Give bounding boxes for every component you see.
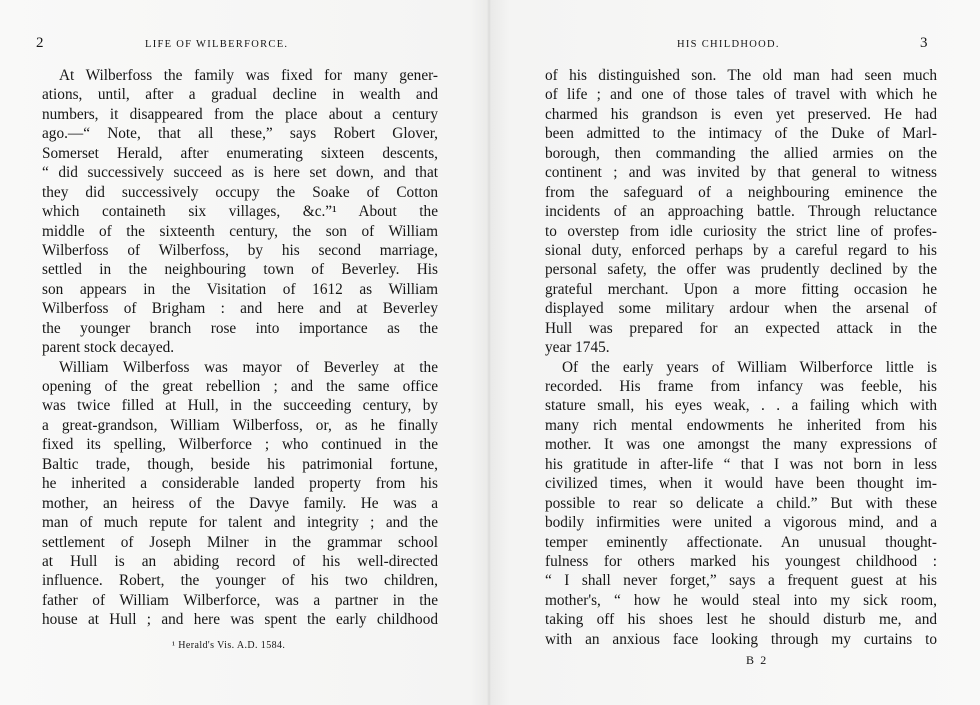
text-line: of his distinguished son. The old man had seen much: [545, 67, 937, 84]
text-line: of life ; and one of those tales of travel with which he: [545, 86, 937, 104]
text-line: they did successively occupy the Soake of Cotton: [42, 183, 438, 201]
left-page-number: 2: [36, 35, 44, 51]
text-line: temper eminently affectionate. An unusual thought-: [545, 533, 937, 551]
text-line: mother. It was one amongst the many expressions of: [545, 436, 937, 454]
text-line: which containeth six villages, &c.”¹ About the: [42, 203, 438, 221]
text-line: “ I shall never forget,” says a frequent guest at his: [545, 572, 937, 590]
left-body-text: [42, 66, 438, 630]
text-line: continent ; and was invited by that general to witness: [545, 164, 937, 182]
text-line: to overstep from idle curiosity the strict line of profes-: [545, 222, 937, 240]
text-line: recorded. His frame from infancy was feeble, his: [545, 378, 937, 395]
text-line: from the safeguard of a neighbouring eminence the: [545, 183, 937, 201]
text-line: taking off his shoes lest he should disturb me, and: [545, 611, 937, 629]
text-line: parent stock decayed.: [42, 339, 175, 357]
text-line: many rich mental endowments he inherited from his: [545, 416, 937, 434]
text-line: was twice filled at Hull, in the succeeding century, by: [42, 397, 438, 415]
text-line: At Wilberfoss the family was fixed for many gener-: [59, 67, 438, 84]
text-line: mother, an heiress of the Davye family. He was a: [42, 494, 438, 512]
text-line: mother's, “ how he would steal into my sick room,: [545, 591, 937, 609]
text-line: civilized times, when it would have been thought im-: [545, 475, 937, 493]
text-line: ago.—“ Note, that all these,” says Robert Glover,: [42, 125, 438, 143]
text-line: with an anxious face looking through my curtains to: [545, 630, 937, 648]
text-line: father of William Wilberforce, was a partner in the: [42, 591, 438, 609]
text-line: his gratitude in after-life “ that I was not born in less: [545, 455, 937, 473]
text-line: borough, then commanding the allied armies on the: [545, 144, 937, 162]
text-line: Of the early years of William Wilberforce little is: [562, 358, 937, 376]
text-line: ations, until, after a gradual decline in wealth and: [42, 86, 438, 104]
text-line: Somerset Herald, after enumerating sixteen descents,: [42, 144, 438, 162]
text-line: incidents of an approaching battle. Through reluctance: [545, 203, 937, 221]
signature-mark: B 2: [746, 653, 768, 667]
right-body-text: [545, 66, 937, 649]
text-line: influence. Robert, the younger of his two children,: [42, 572, 438, 590]
text-line: fixed its spelling, Wilberforce ; who continued in the: [42, 436, 438, 454]
text-line: year 1745.: [545, 339, 610, 357]
text-line: possible to rear so delicate a child.” But with these: [545, 494, 937, 512]
text-line: stature small, his eyes weak, . . a failing which with: [545, 397, 937, 415]
text-line: fulness for others marked his youngest childhood :: [545, 552, 937, 570]
text-line: sional duty, enforced perhaps by a careful regard to his: [545, 241, 937, 259]
text-line: man of much repute for talent and integrity ; and the: [42, 514, 438, 532]
text-line: grateful merchant. Upon a more fitting occasion he: [545, 280, 937, 298]
text-line: bodily infirmities were united a vigorous mind, and a: [545, 514, 937, 532]
text-line: Baltic trade, though, beside his patrimonial fortune,: [42, 455, 438, 473]
text-line: settlement of Joseph Milner in the grammar school: [42, 533, 438, 551]
text-line: William Wilberfoss was mayor of Beverley at the: [59, 358, 438, 376]
text-line: settled in the neighbouring town of Beverley. His: [42, 261, 438, 279]
text-line: a great-grandson, William Wilberfoss, or, as he finally: [42, 416, 438, 434]
text-line: at Hull is an abiding record of his well-directed: [42, 552, 438, 570]
text-line: “ did successively succeed as is here set down, and that: [42, 164, 438, 182]
left-running-head-title: LIFE OF WILBERFORCE.: [145, 39, 289, 50]
right-page-number: 3: [920, 35, 928, 51]
text-line: the younger branch rose into importance as the: [42, 319, 438, 337]
text-line: son appears in the Visitation of 1612 as William: [42, 280, 438, 298]
text-line: displayed some military ardour when the arsenal of: [545, 300, 937, 318]
right-running-head-title: HIS CHILDHOOD.: [677, 39, 780, 50]
text-line: numbers, it disappeared from the place about a century: [42, 105, 438, 123]
text-line: Hull was prepared for an expected attack in the: [545, 319, 937, 337]
text-line: personal safety, the offer was prudently declined by the: [545, 261, 937, 279]
text-line: been admitted to the intimacy of the Duke of Marl-: [545, 125, 937, 143]
text-line: charmed his grandson is even yet preserved. He had: [545, 105, 937, 123]
text-line: house at Hull ; and here was spent the early childhood: [42, 611, 438, 629]
text-line: Wilberfoss of Brigham : and here and at Beverley: [42, 300, 438, 318]
footnote: ¹ Herald's Vis. A.D. 1584.: [172, 640, 286, 651]
right-page: [490, 0, 980, 705]
text-line: he inherited a considerable landed property from his: [42, 475, 438, 493]
text-line: opening of the great rebellion ; and the same office: [42, 378, 438, 395]
text-line: middle of the sixteenth century, the son of William: [42, 222, 438, 240]
text-line: Wilberfoss of Wilberfoss, by his second marriage,: [42, 241, 438, 259]
